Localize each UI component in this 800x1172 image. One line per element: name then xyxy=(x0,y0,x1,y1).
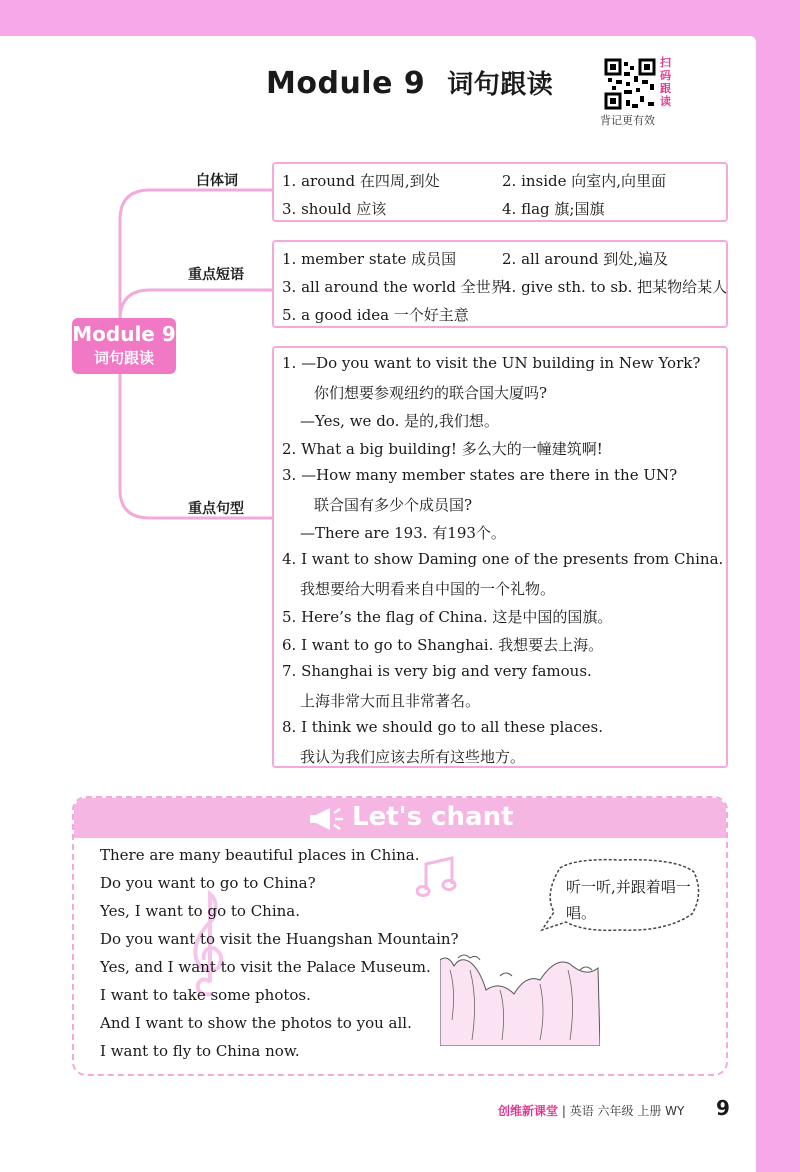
chant-line: And I want to show the photos to you all. xyxy=(100,1014,412,1032)
chant-title: Let's chant xyxy=(352,802,514,832)
chant-line: I want to fly to China now. xyxy=(100,1042,300,1060)
qr-caption: 背记更有效 xyxy=(600,114,655,127)
phrases-box xyxy=(272,240,728,328)
phrases-label: 重点短语 xyxy=(188,267,244,283)
chant-line: Do you want to visit the Huangshan Mountain? xyxy=(100,930,459,948)
sentence-line: 5. Here’s the flag of China. 这是中国的国旗。 xyxy=(282,608,613,626)
page-number: 9 xyxy=(716,1096,730,1120)
music-note-icon xyxy=(416,856,460,900)
chant-line: Yes, and I want to visit the Palace Museum. xyxy=(100,958,431,976)
sentence-line: 我认为我们应该去所有这些地方。 xyxy=(300,748,526,766)
words-box xyxy=(272,162,728,222)
word-item: 2. inside 向室内,向里面 xyxy=(502,172,667,190)
phrase-item: 3. all around the world 全世界 xyxy=(282,278,506,296)
word-item: 4. flag 旗;国旗 xyxy=(502,200,605,218)
chant-header xyxy=(74,798,726,838)
chant-line: Yes, I want to go to China. xyxy=(100,902,301,920)
sentence-line: 我想要给大明看来自中国的一个礼物。 xyxy=(300,580,556,598)
sentence-line: 7. Shanghai is very big and very famous. xyxy=(282,662,592,680)
bubble-text: 听一听,并跟着唱一唱。 xyxy=(566,878,691,922)
footer xyxy=(498,1102,684,1119)
title-english: Module 9 xyxy=(266,66,426,101)
qr-label: 扫码跟读 xyxy=(660,56,671,108)
sentence-line: 上海非常大而且非常著名。 xyxy=(300,692,481,710)
phrase-item: 4. give sth. to sb. 把某物给某人 xyxy=(502,278,728,296)
badge-line-2: 词句跟读 xyxy=(93,349,154,367)
sentences-box xyxy=(272,346,728,768)
title-chinese: 词句跟读 xyxy=(447,70,554,100)
module-badge xyxy=(72,318,176,374)
sentences-label: 重点句型 xyxy=(188,501,244,517)
sentence-line: 联合国有多少个成员国? xyxy=(314,496,473,514)
word-item: 3. should 应该 xyxy=(282,200,387,218)
mountain-illustration xyxy=(440,950,600,1046)
chant-line: I want to take some photos. xyxy=(100,986,311,1004)
word-item: 1. around 在四周,到处 xyxy=(282,172,440,190)
sentence-line: 6. I want to go to Shanghai. 我想要去上海。 xyxy=(282,636,604,654)
sentence-line: 2. What a big building! 多么大的一幢建筑啊! xyxy=(282,440,603,458)
sentence-line: 8. I think we should go to all these places. xyxy=(282,718,604,736)
sentence-line: 1. —Do you want to visit the UN building in New York? xyxy=(282,354,701,372)
badge-line-1: Module 9 xyxy=(72,322,176,346)
sentence-line: 你们想要参观纽约的联合国大厦吗? xyxy=(314,384,548,402)
footer-subject: | 英语 六年级 上册 WY xyxy=(561,1104,685,1118)
sentence-line: —There are 193. 有193个。 xyxy=(300,524,506,542)
phrase-item: 1. member state 成员国 xyxy=(282,250,457,268)
phrase-item: 2. all around 到处,遍及 xyxy=(502,250,668,268)
megaphone-icon xyxy=(306,806,346,832)
chant-line: Do you want to go to China? xyxy=(100,874,316,892)
chant-line: There are many beautiful places in China. xyxy=(100,846,420,864)
phrase-item: 5. a good idea 一个好主意 xyxy=(282,306,469,324)
footer-brand: 创维新课堂 xyxy=(498,1104,559,1118)
sentence-line: 3. —How many member states are there in the UN? xyxy=(282,466,678,484)
sentence-line: —Yes, we do. 是的,我们想。 xyxy=(300,412,499,430)
sentence-line: 4. I want to show Daming one of the presents from China. xyxy=(282,550,724,568)
words-label: 白体词 xyxy=(196,173,238,189)
